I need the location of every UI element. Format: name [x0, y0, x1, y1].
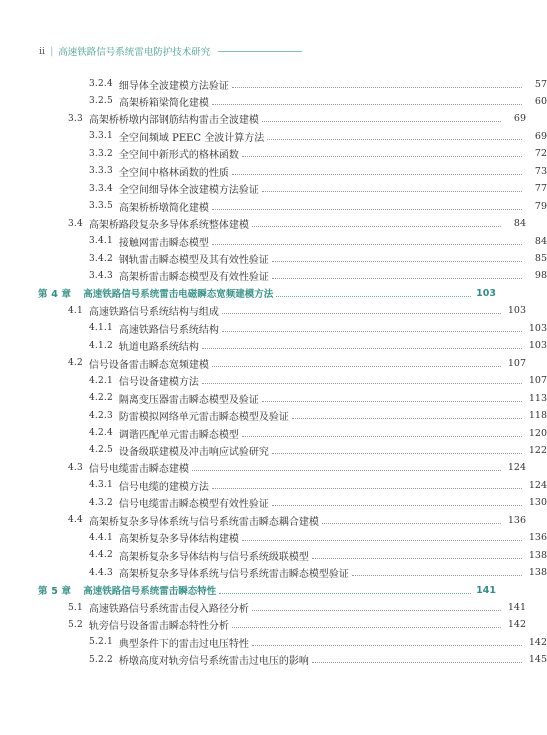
toc-entry[interactable] [0, 565, 547, 581]
toc-leader-dots [192, 470, 501, 471]
toc-leader-dots [262, 121, 501, 122]
toc-entry-title: 全空间频域 PEEC 全波计算方法 [118, 132, 265, 144]
toc-entry-title: 高速铁路信号系统结构与组成 [88, 307, 219, 319]
toc-leader-dots [219, 593, 471, 594]
toc-entry-title: 高架桥复杂多导体系统与信号系统雷击瞬态耦合建模 [88, 516, 319, 528]
toc-entry-page: 138 [528, 567, 547, 579]
toc-entry-number: 4.3.2 [89, 497, 113, 508]
toc-entry-title: 信号电缆雷击瞬态模型有效性验证 [118, 499, 269, 511]
toc-entry-page: 124 [528, 479, 547, 491]
toc-entry-title: 典型条件下的雷击过电压特性 [118, 638, 249, 650]
toc-entry-page: 113 [528, 392, 547, 404]
toc-leader-dots [202, 383, 522, 384]
toc-entry-page: 60 [534, 95, 547, 107]
toc-entry-number: 4.2.2 [89, 393, 113, 404]
toc-entry[interactable] [0, 390, 547, 406]
toc-entry-title: 高速铁路信号系统雷击瞬态特性 [83, 586, 217, 598]
toc-entry-number: 4.3 [68, 462, 83, 473]
toc-entry-title: 高架桥桥墩内部钢筋结构雷击全波建模 [88, 115, 259, 127]
toc-entry[interactable] [0, 338, 547, 354]
toc-entry-title: 隔离变压器雷击瞬态模型及验证 [118, 394, 259, 406]
toc-leader-dots [222, 331, 522, 332]
toc-entry[interactable] [0, 652, 547, 668]
toc-entry-title: 设备级联建模及冲击响应试验研究 [118, 446, 269, 458]
toc-entry-title: 全空间细导体全波建模方法验证 [118, 185, 259, 197]
toc-entry-title: 防雷模拟网络单元雷击瞬态模型及验证 [118, 412, 289, 424]
toc-entry[interactable] [0, 460, 526, 476]
toc-leader-dots [222, 313, 501, 314]
toc-entry[interactable] [0, 355, 526, 371]
toc-entry-number: 5.2.1 [89, 637, 113, 648]
toc-entry[interactable] [0, 128, 547, 144]
toc-entry-title: 钢轨雷击瞬态模型及其有效性验证 [118, 255, 269, 266]
toc-entry-number: 3.4 [68, 218, 83, 229]
toc-entry-title: 轨旁信号设备雷击瞬态特性分析 [88, 621, 229, 633]
toc-entry-number: 4.4.1 [89, 532, 113, 543]
toc-entry[interactable] [0, 373, 547, 389]
toc-entry-number: 3.3.2 [89, 148, 113, 159]
toc-entry-page: 136 [507, 514, 526, 526]
toc-entry-page: 138 [528, 549, 547, 561]
toc-entry-number: 4.4 [68, 515, 83, 526]
toc-entry-title: 高速铁路信号系统雷击电磁瞬态宽频建模方法 [83, 289, 274, 301]
toc-leader-dots [272, 278, 522, 279]
toc-entry-page: 79 [534, 200, 547, 212]
toc-entry-number: 3.4.3 [89, 270, 113, 281]
toc-entry-title: 信号设备建模方法 [118, 377, 199, 389]
toc-entry-number: 4.2 [68, 358, 83, 369]
toc-entry-number: 4.1.1 [89, 323, 113, 334]
toc-entry[interactable] [0, 268, 547, 284]
toc-leader-dots [232, 87, 522, 88]
toc-leader-dots [252, 645, 522, 646]
toc-entry[interactable] [0, 477, 547, 493]
toc-leader-dots [262, 401, 522, 402]
toc-entry-page: 107 [507, 357, 526, 369]
toc-entry-number: 4.4.2 [89, 550, 113, 561]
toc-entry[interactable] [0, 111, 526, 127]
toc-entry-page: 72 [534, 148, 547, 160]
toc-leader-dots [312, 558, 522, 559]
running-header [39, 44, 302, 58]
header-separator: | [50, 45, 54, 57]
toc-entry-page: 103 [507, 305, 526, 317]
toc-entry-title: 高速铁路信号系统结构 [118, 324, 219, 336]
toc-entry-page: 141 [476, 584, 496, 596]
toc-entry-title: 高速铁路信号系统雷击侵入路径分析 [88, 604, 249, 615]
header-page-number: ii [39, 45, 46, 57]
toc-entry-page: 145 [528, 654, 547, 666]
toc-entry[interactable] [0, 303, 526, 319]
toc-entry[interactable] [0, 495, 547, 511]
toc-entry-title: 高架桥复杂多导体系统与信号系统雷击瞬态模型验证 [118, 569, 349, 581]
toc-entry-number: 5.2.2 [89, 654, 113, 665]
toc-entry-page: 142 [507, 619, 526, 631]
toc-leader-dots [212, 366, 501, 367]
toc-leader-dots [212, 244, 522, 245]
toc-entry-title: 高架桥雷击瞬态模型及有效性验证 [118, 272, 269, 284]
toc-entry[interactable] [0, 251, 547, 267]
toc-entry[interactable] [0, 146, 547, 162]
toc-entry-page: 103 [528, 322, 547, 334]
toc-entry-title: 接触网雷击瞬态模型 [118, 237, 209, 249]
toc-entry[interactable] [0, 76, 547, 92]
toc-entry-title: 信号电缆的建模方法 [118, 481, 209, 493]
toc-entry-page: 77 [534, 183, 547, 195]
toc-leader-dots [212, 488, 522, 489]
toc-entry-page: 142 [528, 636, 547, 648]
toc-entry[interactable] [0, 216, 526, 232]
toc-leader-dots [352, 575, 522, 576]
toc-entry-page: 103 [476, 287, 496, 299]
header-book-title: 高速铁路信号系统雷电防护技术研究 [58, 47, 211, 58]
toc-entry-number: 4.2.4 [89, 428, 113, 438]
toc-entry-page: 120 [528, 427, 547, 439]
toc-leader-dots [252, 226, 501, 227]
toc-chapter-entry[interactable] [0, 285, 496, 301]
toc-entry-number: 3.3.1 [89, 131, 113, 142]
toc-entry[interactable] [0, 93, 547, 109]
toc-entry-number: 3.3.5 [89, 201, 113, 212]
toc-leader-dots [312, 662, 522, 663]
toc-entry[interactable] [0, 198, 547, 214]
toc-entry-title: 轨道电路系统结构 [118, 342, 199, 354]
toc-entry-title: 桥墩高度对轨旁信号系统雷击过电压的影响 [118, 656, 309, 668]
toc-entry-number: 3.3.4 [89, 183, 113, 194]
toc-entry-number: 3.4.1 [89, 236, 113, 247]
toc-leader-dots [212, 104, 522, 105]
toc-entry-number: 3.2.5 [89, 96, 113, 107]
toc-leader-dots [212, 209, 522, 210]
toc-leader-dots [272, 453, 522, 454]
toc-entry-page: 69 [534, 130, 547, 142]
toc-leader-dots [252, 610, 501, 611]
toc-leader-dots [276, 296, 471, 297]
toc-entry-title: 信号设备雷击瞬态宽频建模 [88, 359, 209, 371]
toc-chapter-entry[interactable] [0, 582, 496, 598]
toc-entry-page: 57 [534, 78, 547, 90]
toc-entry-page: 136 [528, 532, 547, 544]
toc-entry-page: 118 [528, 410, 547, 422]
toc-entry-title: 全空间中格林函数的性质 [118, 167, 229, 179]
toc-entry-number: 4.2.5 [89, 445, 113, 456]
toc-entry-number: 4.1.2 [89, 340, 113, 351]
toc-entry-number: 3.3.3 [89, 166, 113, 177]
toc-entry-title: 高架桥箱梁简化建模 [118, 97, 209, 109]
toc-entry-page: 84 [513, 218, 526, 230]
toc-leader-dots [202, 348, 522, 349]
toc-entry-number: 5.2 [68, 619, 83, 630]
toc-entry-title: 细导体全波建模方法验证 [118, 80, 229, 92]
toc-entry-number: 4.4.3 [89, 567, 113, 578]
toc-entry-number: 5.1 [68, 602, 83, 613]
toc-entry-page: 130 [528, 497, 547, 509]
toc-leader-dots [272, 261, 522, 262]
toc-entry[interactable] [0, 547, 547, 563]
toc-entry[interactable] [0, 512, 526, 528]
header-rule [218, 51, 302, 52]
toc-entry-page: 69 [513, 113, 526, 125]
toc-entry-page: 85 [534, 253, 547, 264]
toc-entry-title: 调谐匹配单元雷击瞬态模型 [118, 429, 239, 441]
toc-entry-page: 84 [534, 235, 547, 247]
toc-entry-page: 124 [507, 462, 526, 474]
toc-entry-title: 全空间中新形式的格林函数 [118, 150, 239, 162]
toc-entry-number: 4.1 [68, 305, 83, 316]
toc-entry[interactable] [0, 617, 526, 633]
toc-entry-title: 高架桥路段复杂多导体系统整体建模 [88, 220, 249, 232]
toc-entry-number: 3.4.2 [89, 253, 113, 264]
toc-entry-page: 103 [528, 340, 547, 352]
toc-entry-number: 第 4 章 [38, 289, 72, 301]
toc-entry-page: 73 [534, 165, 547, 177]
toc-entry[interactable] [0, 163, 547, 179]
toc-entry[interactable] [0, 233, 547, 249]
toc-entry-title: 高架桥复杂多导体结构与信号系统级联模型 [118, 551, 309, 563]
toc-entry-title: 高架桥桥墩简化建模 [118, 202, 209, 214]
toc-entry-page: 107 [528, 375, 547, 387]
toc-entry-page: 98 [534, 270, 547, 282]
toc-entry-number: 4.3.1 [89, 480, 113, 491]
toc-leader-dots [272, 505, 522, 506]
toc-entry-title: 信号电缆雷击瞬态建模 [88, 464, 189, 476]
toc-entry[interactable] [0, 181, 547, 197]
toc-leader-dots [232, 627, 501, 628]
toc-leader-dots [242, 436, 522, 437]
toc-entry-page: 122 [528, 444, 547, 456]
toc-entry[interactable] [0, 634, 547, 650]
toc-entry[interactable] [0, 408, 547, 424]
toc-leader-dots [267, 139, 522, 140]
toc-leader-dots [322, 523, 501, 524]
toc-entry-number: 第 5 章 [38, 586, 72, 598]
toc-entry-number: 4.2.1 [89, 375, 113, 386]
toc-leader-dots [232, 174, 522, 175]
toc-leader-dots [242, 540, 522, 541]
toc-entry-title: 高架桥复杂多导体结构建模 [118, 534, 239, 546]
toc-entry-number: 3.3 [68, 113, 83, 124]
toc-leader-dots [242, 156, 522, 157]
toc-entry[interactable] [0, 600, 526, 616]
toc-entry[interactable] [0, 530, 547, 546]
toc-leader-dots [262, 191, 522, 192]
toc-leader-dots [292, 418, 522, 419]
toc-entry[interactable] [0, 425, 547, 441]
toc-entry-number: 4.2.3 [89, 410, 113, 421]
toc-entry-page: 141 [507, 602, 526, 613]
toc-entry[interactable] [0, 442, 547, 458]
toc-entry[interactable] [0, 320, 547, 336]
toc-entry-number: 3.2.4 [89, 79, 113, 89]
